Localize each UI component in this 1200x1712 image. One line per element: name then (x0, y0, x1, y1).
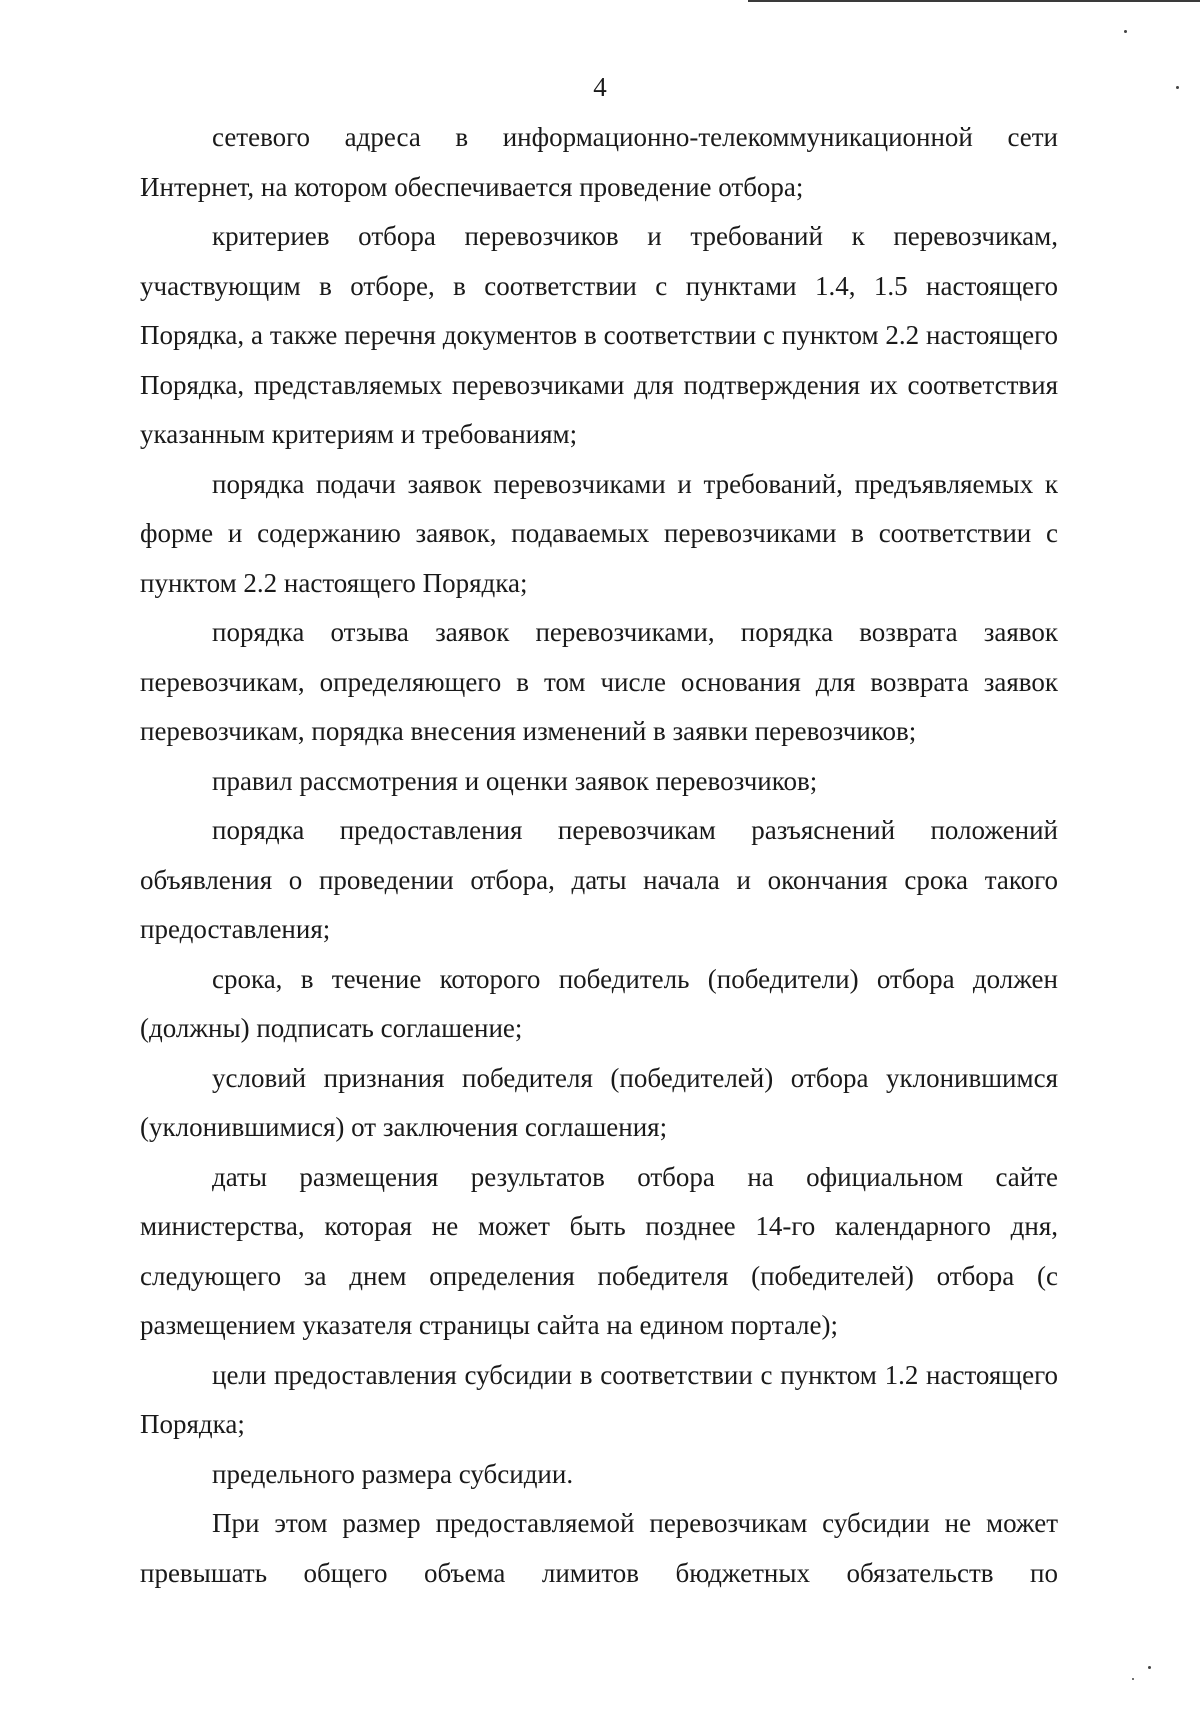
paragraph: порядка предоставления перевозчикам разъяснений положений объявления о проведении отбора, даты начала и окончания срока такого предоставления; (140, 815, 1058, 944)
paragraph-continues: При этом размер предоставляемой перевозчикам субсидии не может превышать общего объема лимитов бюджетных обязательств по (140, 1508, 1058, 1588)
paragraph: предельного размера субсидии. (212, 1458, 574, 1489)
page-number: 4 (593, 72, 607, 102)
scan-speck (1176, 86, 1179, 89)
paragraph: сетевого адреса в информационно-телекоммуникационной сети Интернет, на котором обеспечивается проведение отбора; (140, 122, 1058, 202)
paragraph: правил рассмотрения и оценки заявок перевозчиков; (212, 765, 818, 796)
paragraph: порядка подачи заявок перевозчиками и требований, предъявляемых к форме и содержанию заявок, подаваемых перевозчиками в соответствии с пунктом 2.2 настоящего Порядка; (140, 468, 1058, 598)
scan-speck (1124, 30, 1127, 33)
scan-speck (1148, 1666, 1151, 1669)
paragraph: срока, в течение которого победитель (победители) отбора должен (должны) подписать соглашение; (140, 963, 1058, 1043)
scan-speck (1132, 1678, 1134, 1680)
paragraph: критериев отбора перевозчиков и требований к перевозчикам, участвующим в отборе, в соответствии с пунктами 1.4, 1.5 настоящего Порядка, а также перечня документов в соответствии с пунктом 2.2 настоящего Порядка, представляемых перевозчиками для подтверждения их соответствия указанным критериям и требованиям; (140, 221, 1058, 449)
paragraph: порядка отзыва заявок перевозчиками, порядка возврата заявок перевозчикам, определяющего в том числе основания для возврата заявок перевозчикам, порядка внесения изменений в заявки перевозчиков; (140, 617, 1058, 746)
paragraph: условий признания победителя (победителей) отбора уклонившимся (уклонившимися) от заключения соглашения; (140, 1062, 1058, 1142)
document-body (140, 113, 1058, 1598)
top-edge-rule (748, 0, 1200, 2)
paragraph: даты размещения результатов отбора на официальном сайте министерства, которая не может быть позднее 14-го календарного дня, следующего за днем определения победителя (победителей) отбора (с размещением указателя страницы сайта на едином портале); (140, 1161, 1058, 1340)
paragraph: цели предоставления субсидии в соответствии с пунктом 1.2 настоящего Порядка; (140, 1359, 1058, 1439)
